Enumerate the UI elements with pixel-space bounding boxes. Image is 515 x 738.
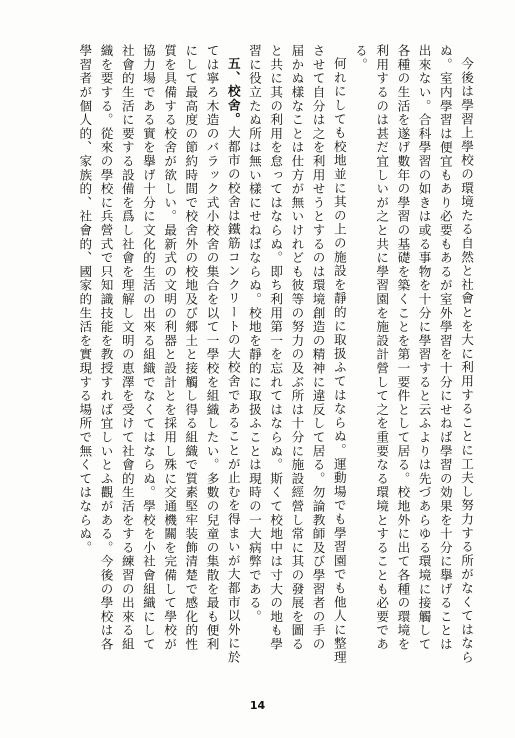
section-heading: 五、校舍。	[225, 56, 241, 126]
page-number: 14	[249, 699, 266, 712]
paragraph-school-buildings	[74, 44, 244, 664]
section-text: 大都市の校舍は鐵筋コンクリートの大校舍であることが止むを得まいが大都市以外に於ては寧ろ木造のバラック式小校舍の集合を以て一學校を組織したい。多數の兒童の集散を最も便利にして最高度の節約時間で校舍外の校地及び郷土と接觸し得る組織で質素堅牢装飾清楚で感化的性質を具備する校舍が欲しい。最新式の文明の利器と設計とを採用し殊に交通機關を完備して學校が協力場である實を擧げ十分に文化的生活の出來る組織でなくてはならぬ。學校を小社會組織にして社會的生活に要する設備を爲し社會を理解し文明の恵澤を受けて社會的生活をする練習の出來る組織を要する。從來の學校に兵營式で只知識技能を教授すれば宜しいとふ觀がある。今後の學校は各學習者が個人的、家族的、社會的、國家的生活を實現する場所で無くてはならぬ。	[77, 44, 241, 664]
paragraph-school-grounds: 何れにしても校地並に其の上の施設を靜的に取扱ふてはならぬ。運動場でも學習園でも他人に整理させて自分は之を利用せうとするのは環境創造の精神に違反して居る。勿論教師及び學習者の手の届かぬ樣なことは仕方が無いけれども彼等の努力の及ぶ所は十分に施設經營し常に其の發展を圖ると共に其の利用を怠ってはならぬ。即ち利用第一を忘れてはならぬ。斯くて校地中は寸大の地も學習に役立たぬ所は無い樣にせねばならぬ。校地を靜的に取扱ふことは現時の一大病弊である。	[246, 44, 347, 664]
body-text	[37, 44, 477, 664]
paragraph-environment: 今後は學習上學校の環境たる自然と社會とを大に利用することに工夫し努力する所がなくてはならぬ。室内學習は便宜もあり必要もあるが室外學習を十分にせねば學習の効果を十分に擧げることは出來ない。合科學習の如きは或る事物を十分に學習すると云ふよりは先づあらゆる環境に接觸して各種の生活を遂げ數年の學習の基礎を築くことを第一要件として居る。校地外に出て各種の環境を利用するのは甚だ宜しいが之と共に學習園を施設計營して之を重要なる環境とすることも必要である。	[352, 44, 474, 664]
